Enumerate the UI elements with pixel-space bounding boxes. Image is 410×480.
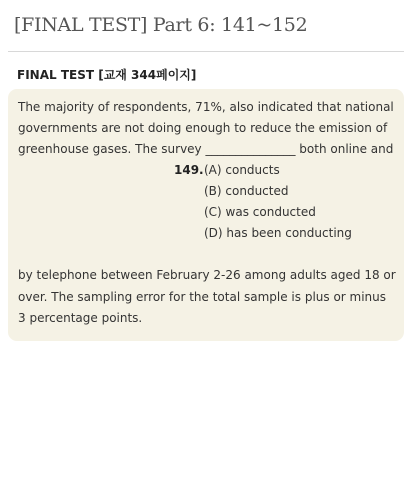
section-heading: FINAL TEST [교재 344페이지]	[17, 68, 197, 82]
page-title: [FINAL TEST] Part 6: 141~152	[14, 14, 308, 36]
passage-line: The majority of respondents, 71%, also indicated that national	[18, 100, 394, 114]
answer-choice-b[interactable]: (B) conducted	[204, 184, 289, 198]
answer-choice-d[interactable]: (D) has been conducting	[204, 226, 352, 240]
passage-line: by telephone between February 2-26 among adults aged 18 or	[18, 268, 396, 282]
passage-line: governments are not doing enough to reduce the emission of	[18, 121, 388, 135]
answer-choice-c[interactable]: (C) was conducted	[204, 205, 316, 219]
header-divider	[8, 51, 404, 52]
answer-choice-a[interactable]: (A) conducts	[204, 163, 280, 177]
question-number: 149.	[174, 163, 204, 177]
passage-line: greenhouse gases. The survey _______________ both online and	[18, 142, 394, 156]
passage-line: over. The sampling error for the total sample is plus or minus	[18, 290, 387, 304]
passage-line: 3 percentage points.	[18, 311, 143, 325]
